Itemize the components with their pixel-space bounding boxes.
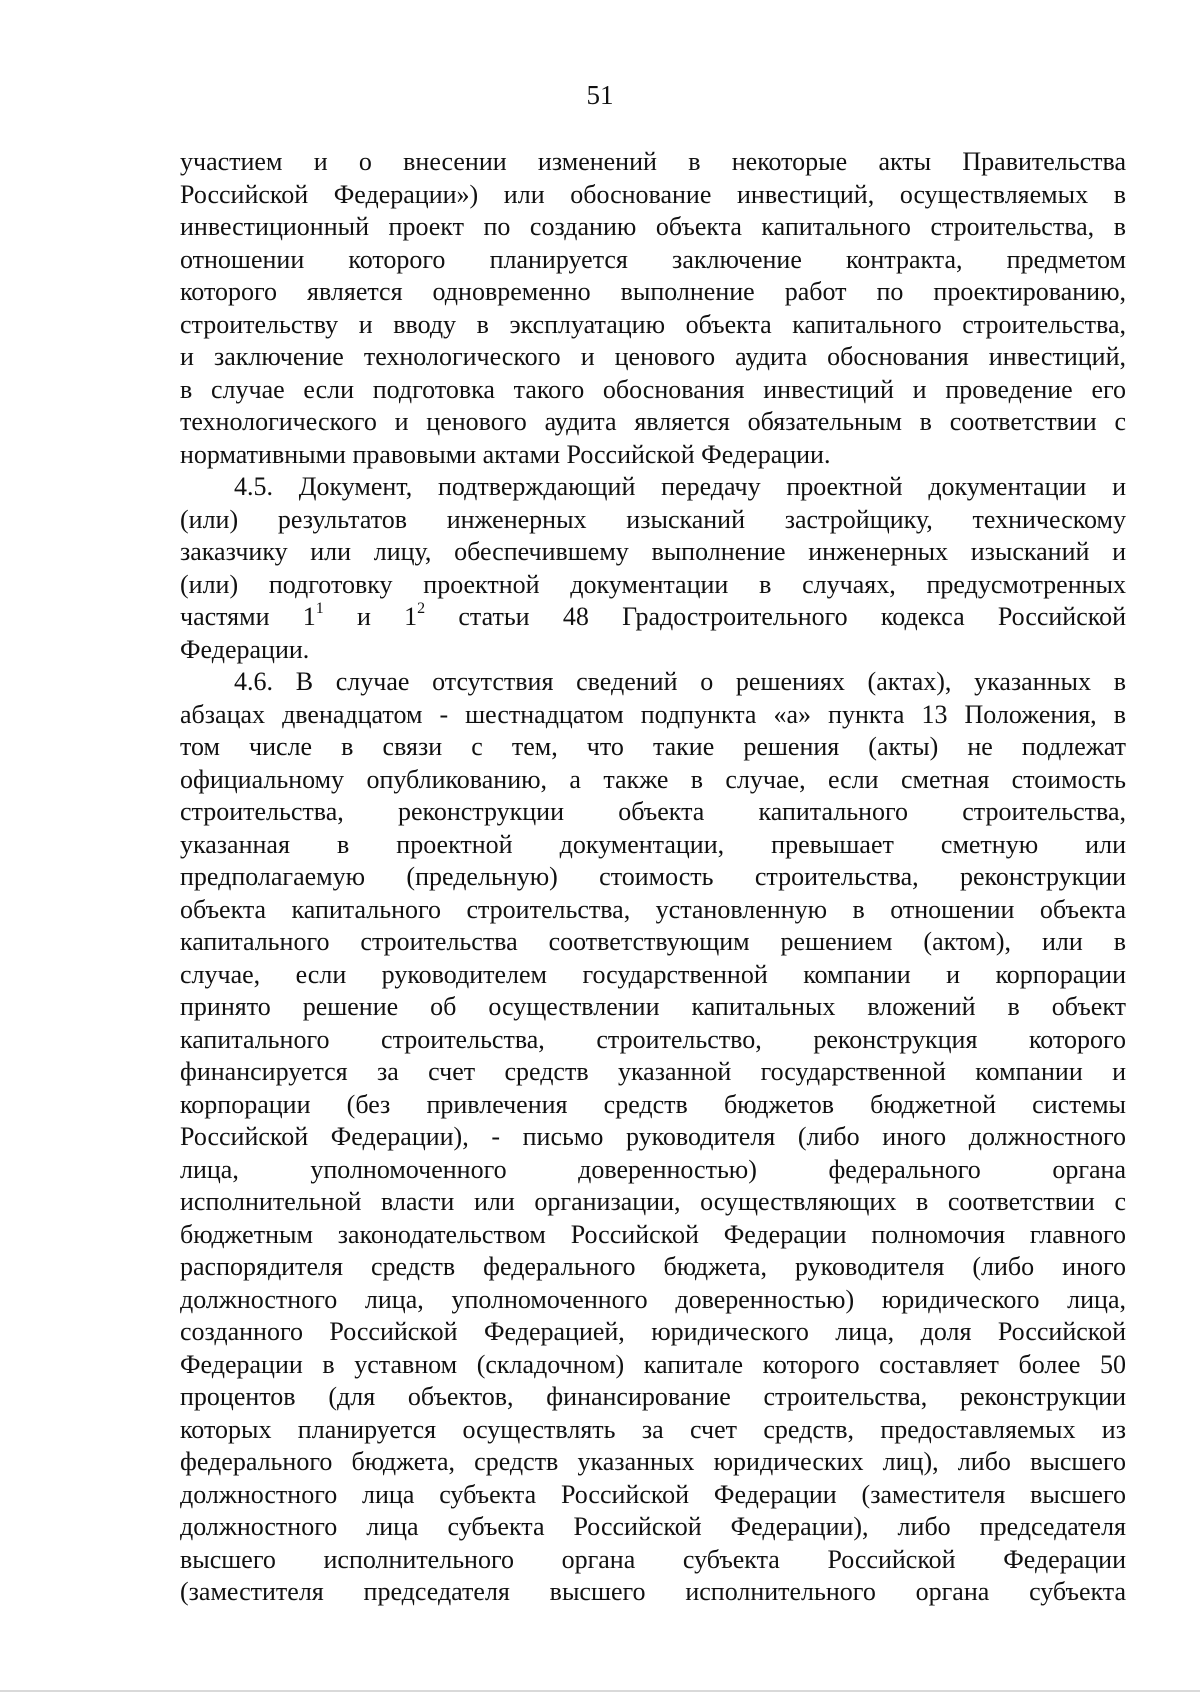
text-fragment: статьи 48 Градостроительного кодекса Российской bbox=[425, 602, 1126, 631]
text-line: которого является одновременно выполнение работ по проектированию, bbox=[180, 277, 1126, 306]
text-line: 4.6. В случае отсутствия сведений о решениях (актах), указанных в bbox=[234, 667, 1126, 696]
superscript: 2 bbox=[417, 601, 426, 618]
text-line: должностного лица субъекта Российской Федерации (заместителя высшего bbox=[180, 1479, 1126, 1509]
text-line: Федерации в уставном (складочном) капитале которого составляет более 50 bbox=[180, 1349, 1126, 1379]
text-line: заказчику или лицу, обеспечившему выполнение инженерных изысканий и bbox=[180, 537, 1126, 566]
text-line: финансируется за счет средств указанной государственной компании и bbox=[180, 1057, 1126, 1086]
text-fragment: и 1 bbox=[323, 602, 418, 631]
text-line: Российской Федерации») или обоснование инвестиций, осуществляемых в bbox=[180, 179, 1126, 209]
text-line: и заключение технологического и ценового аудита обоснования инвестиций, bbox=[180, 342, 1126, 371]
text-line: исполнительной власти или организации, осуществляющих в соответствии с bbox=[180, 1187, 1126, 1216]
text-line: участием и о внесении изменений в некоторые акты Правительства bbox=[180, 147, 1126, 176]
superscript: 1 bbox=[315, 601, 324, 618]
text-line: 4.5. Документ, подтверждающий передачу проектной документации и bbox=[234, 472, 1126, 501]
text-line: нормативными правовыми актами Российской Федерации. bbox=[180, 439, 831, 469]
text-line: строительства, реконструкции объекта капитального строительства, bbox=[180, 797, 1126, 826]
text-line: указанная в проектной документации, превышает сметную или bbox=[180, 829, 1126, 859]
paragraph-4-5 bbox=[180, 471, 1126, 666]
text-line: должностного лица субъекта Российской Федерации), либо председателя bbox=[180, 1512, 1126, 1541]
text-line: технологического и ценового аудита является обязательным в соответствии с bbox=[180, 407, 1126, 436]
text-line: официальному опубликованию, а также в случае, если сметная стоимость bbox=[180, 764, 1126, 794]
text-line: (или) подготовку проектной документации в случаях, предусмотренных bbox=[180, 569, 1126, 599]
text-line: (или) результатов инженерных изысканий застройщику, техническому bbox=[180, 504, 1126, 534]
text-line: принято решение об осуществлении капитальных вложений в объект bbox=[180, 992, 1126, 1021]
text-line: том числе в связи с тем, что такие решения (акты) не подлежат bbox=[180, 732, 1126, 761]
text-line: созданного Российской Федерацией, юридического лица, доля Российской bbox=[180, 1317, 1126, 1346]
text-line: капитального строительства, строительство, реконструкция которого bbox=[180, 1024, 1126, 1054]
text-line-with-superscripts bbox=[180, 601, 1126, 634]
text-line: инвестиционный проект по созданию объекта капитального строительства, в bbox=[180, 212, 1126, 241]
text-line: (заместителя председателя высшего исполнительного органа субъекта bbox=[180, 1577, 1126, 1606]
text-line: в случае если подготовка такого обоснования инвестиций и проведение его bbox=[180, 374, 1126, 404]
text-line: абзацах двенадцатом - шестнадцатом подпункта «а» пункта 13 Положения, в bbox=[180, 699, 1126, 729]
text-line: Федерации. bbox=[180, 634, 310, 664]
text-line: корпорации (без привлечения средств бюджетов бюджетной системы bbox=[180, 1089, 1126, 1119]
text-line: лица, уполномоченного доверенностью) федерального органа bbox=[180, 1154, 1126, 1184]
page-number: 51 bbox=[586, 80, 614, 110]
text-line: случае, если руководителем государственной компании и корпорации bbox=[180, 959, 1126, 989]
text-line: строительству и вводу в эксплуатацию объекта капитального строительства, bbox=[180, 309, 1126, 339]
text-line: капитального строительства соответствующим решением (актом), или в bbox=[180, 927, 1126, 956]
paragraph-4-6 bbox=[180, 666, 1126, 1609]
text-line: распорядителя средств федерального бюджета, руководителя (либо иного bbox=[180, 1252, 1126, 1281]
text-line: предполагаемую (предельную) стоимость строительства, реконструкции bbox=[180, 862, 1126, 891]
text-fragment: частями 1 bbox=[180, 602, 316, 631]
text-line: Российской Федерации), - письмо руководителя (либо иного должностного bbox=[180, 1122, 1126, 1151]
document-body bbox=[180, 146, 1126, 1609]
text-line: бюджетным законодательством Российской Федерации полномочия главного bbox=[180, 1219, 1126, 1249]
text-line: которых планируется осуществлять за счет средств, предоставляемых из bbox=[180, 1414, 1126, 1444]
text-line: объекта капитального строительства, установленную в отношении объекта bbox=[180, 894, 1126, 924]
text-line: федерального бюджета, средств указанных юридических лиц), либо высшего bbox=[180, 1447, 1126, 1476]
text-line: отношении которого планируется заключение контракта, предметом bbox=[180, 244, 1126, 274]
paragraph-continuation bbox=[180, 146, 1126, 471]
text-line: должностного лица, уполномоченного доверенностью) юридического лица, bbox=[180, 1284, 1126, 1314]
text-line: высшего исполнительного органа субъекта Российской Федерации bbox=[180, 1544, 1126, 1574]
scan-bottom-edge bbox=[0, 1690, 1200, 1692]
text-line: процентов (для объектов, финансирование строительства, реконструкции bbox=[180, 1382, 1126, 1411]
